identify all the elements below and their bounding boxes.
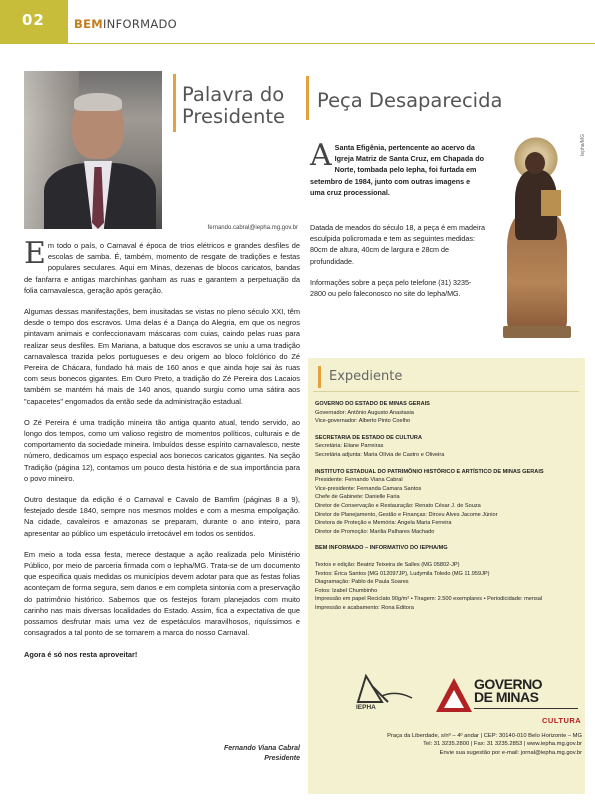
governo-logo-subtitle: CULTURA (542, 716, 582, 725)
expediente-footer: Praça da Liberdade, s/nº – 4º andar | CEP: 30140-010 Belo Horizonte – MG Tel: 31 3235.2800 | Fax: 31 3235.2853 | www.iepha.mg.gov.br Envie sua sugestão por e-mail: jornal@iepha.mg.gov.br (387, 733, 582, 756)
section-title-peca: Peça Desaparecida (317, 89, 503, 112)
credits-section: Textos e edição: Beatriz Teixeira de Salles (MG 05802-JP) Textos: Érica Santos (MG 012097JP), Ludymila Toledo (MG 11.959JP) Diagramação: Pablo de Paula Soares Fotos: Izabel Chumbinho Impressão em papel Reciclato 90g/m² • Tiragem: 2.500 exemplares • Periodicidade: mensal Impressão e acabamento: Rona Editora (315, 561, 543, 611)
dropcap-right: A (310, 138, 332, 173)
brand-part-2: INFORMADO (102, 17, 178, 31)
santa-efigenia-photo (497, 132, 577, 340)
article-paragraph: Agora é só nos resta aproveitar! (24, 649, 138, 659)
title-bar-left (173, 74, 176, 132)
section-title-presidente (182, 84, 285, 128)
title-bar-right (306, 76, 309, 120)
credits-section: SECRETARIA DE ESTADO DE CULTURA Secretária: Eliane Parreiras Secretária adjunta: Maria Olívia de Castro e Oliveira (315, 434, 445, 458)
article-paragraph: Em meio a toda essa festa, merece destaque a ação realizada pelo Ministério Público, por meio de parceria firmada com o Iepha/MG. Trata-se de um documento que especifica quais medidas os municípios devem adotar para que as festas folias aconteçam de forma segura, sem danos e em completa sintonia com a preservação do patrimônio histórico. Sabemos que os festejos foram planejados com muito carinho nas mais diversas localidades do Estado. Assim, fica a expectativa de que possamos desfrutar mais uma vez de espetáculos maravilhosos, riquíssimos e consagrados a tal ponto de se tornarem a marca do nosso Carnaval. (24, 549, 300, 638)
expediente-credits (315, 400, 580, 620)
peca-paragraph-3: Informações sobre a peça pelo telefone (31) 3235-2800 ou pelo faleconosco no site do Iepha/MG. (310, 277, 472, 299)
page-number: 02 (22, 11, 45, 29)
title-line-2: Presidente (182, 105, 285, 128)
governo-logo-text: GOVERNO DE MINAS (474, 676, 543, 705)
president-photo (24, 71, 162, 229)
peca-paragraph-2: Datada de meados do século 18, a peça é em madeira esculpida policromada e tem as seguintes medidas: 80cm de altura, 40cm de largura e 28cm de profundidade. (310, 223, 486, 266)
credits-section: GOVERNO DO ESTADO DE MINAS GERAIS Governador: Antônio Augusto Anastasia Vice-governador: Alberto Pinto Coelho (315, 401, 430, 425)
statue-photo-credit: Iepha/MG (580, 134, 586, 156)
article-paragraph: Algumas dessas manifestações, bem inusitadas se vistas no pleno século XXI, têm desde o tempo dos escravos. Uma delas é a Dança do Alegria, em que os negros pintavam animais e confeccionavam máscaras com cuias, caindo pelas ruas para realizar seus desfiles. Em Mariana, a batuque dos escravos se uniu a uma tradição carnavalesca trazida pelos portugueses e deu origem ao bloco folclórico do Zé Pereira de Chácara, fundado há mais de 160 anos e que ainda hoje sai às ruas com seus bonecos gigantes. Em Ouro Preto, a tradição do Zé Pereira dos Lacaios também se mantém há mais de 140 anos, quando surgiu como uma sátira aos "capacetes" engomados da então sede da administração estadual. (24, 307, 300, 406)
article-paragraph: Outro destaque da edição é o Carnaval e Cavalo de Bamfim (páginas 8 a 9), festejado desde 1840, sempre nos mesmos moldes e com a mesma empolgação. Na cidade, cavaleiros e amazonas se preparam, durante o ano inteiro, para apresentar ao público um espetáculo irretocável em todos os sentidos. (24, 495, 300, 538)
peca-details (310, 222, 485, 309)
expediente-title: Expediente (329, 369, 403, 384)
governo-minas-logo (434, 676, 580, 728)
brand-part-1: BEM (74, 17, 103, 31)
credits-section: INSTITUTO ESTADUAL DO PATRIMÔNIO HISTÓRICO E ARTÍSTICO DE MINAS GERAIS Presidente: Fernando Viana Cabral Vice-presidente: Fernanda Camara Santos Chefe de Gabinete: Danielle Faria Diretor de Conservação e Restauração: Renato César J. de Souza Diretor de Planejamento, Gestão e Finanças: Dirceu Alves Jacome Júnior Diretora de Proteção e Memória: Angela Maria Ferreira Diretor de Promoção: Marilia Palhares Machado (315, 468, 544, 535)
signature (120, 744, 300, 764)
expediente-rule (313, 391, 579, 392)
iepha-logo (352, 672, 424, 716)
expediente-title-bar (318, 366, 321, 388)
article-paragraph: Em todo o país, o Carnaval é época de trios elétricos e grandes desfiles de escolas de samba. É, também, momento de resgate de tradições e festas populares seculares. Aqui em Minas, dezenas de blocos caricatos, bandas de fanfarra e antigas marchinhas ganham as ruas e garantem a perpetuação da folia carnavalesca, geração após geração. (24, 236, 300, 295)
photo-credit-email: fernando.cabral@iepha.mg.gov.br (207, 225, 298, 231)
triangle-icon (434, 676, 474, 716)
iepha-logo-text: IEPHA (356, 704, 376, 711)
credits-section: BEM INFORMADO – INFORMATIVO DO IEPHA/MG (315, 545, 448, 552)
header-rule (68, 43, 595, 44)
article-paragraph: O Zé Pereira é uma tradição mineira tão antiga quanto atual, tendo servido, ao longo dos tempos, como um valioso registro de momentos políticos, culturais e de comportamento da sociedade mineira. Imbuídos desse espírito carnavalesco, neste número, dedicamos um espaço especial aos bonecos caricatos gigantes. Na seção Tradição (página 12), contamos um pouco desta história e de sua importância para o povo mineiro. (24, 417, 300, 483)
signature-role: Presidente (264, 755, 300, 762)
dropcap: E (24, 236, 46, 271)
signature-name: Fernando Viana Cabral (224, 745, 300, 752)
page-header (0, 0, 595, 44)
title-line-1: Palavra do (182, 83, 285, 106)
brand-title (74, 17, 177, 31)
presidente-article (24, 236, 300, 670)
page-number-box (0, 0, 68, 44)
peca-intro (310, 138, 485, 208)
peca-paragraph-1: A Santa Efigênia, pertencente ao acervo da Igreja Matriz de Santa Cruz, em Chapada do Norte, tombada pelo Iepha, foi furtada em setembro de 1984, junto com outras imagens e uma cruz processional. (310, 138, 485, 197)
